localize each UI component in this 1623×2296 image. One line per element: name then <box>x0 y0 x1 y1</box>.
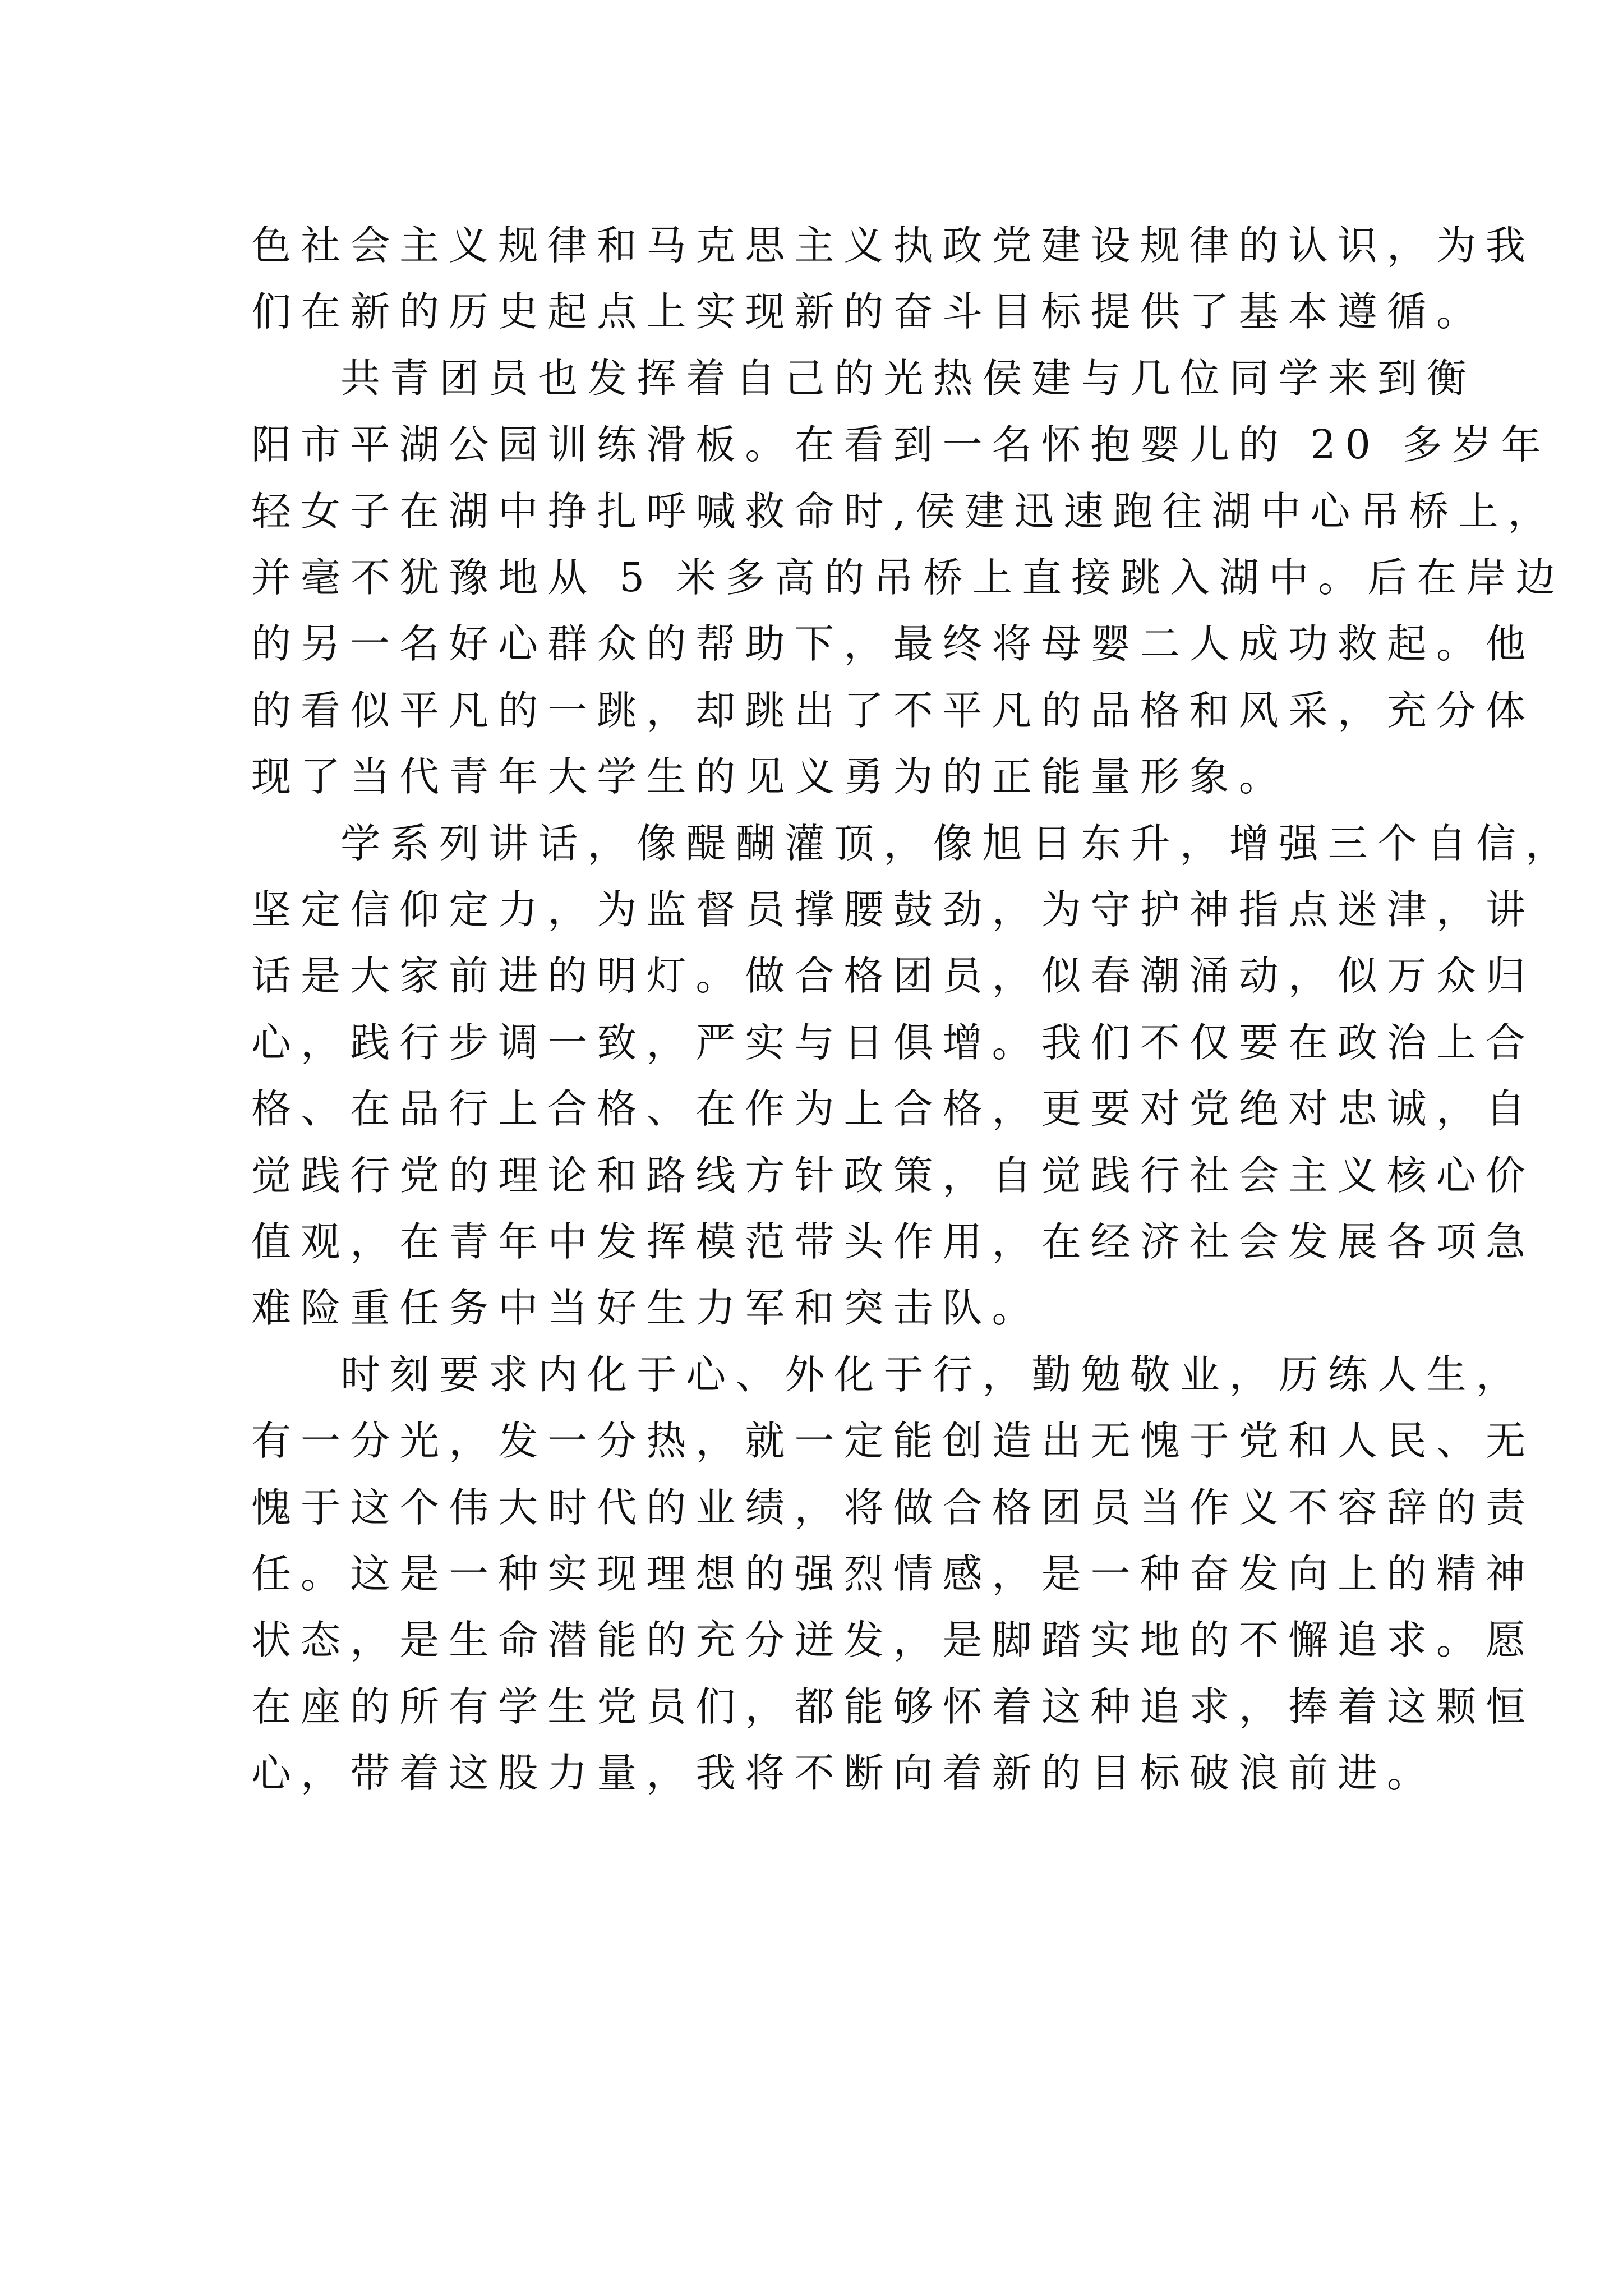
paragraph-3-line-5: 格、在品行上合格、在作为上合格，更要对党绝对忠诚，自 <box>251 1085 1536 1132</box>
paragraph-3-line-4: 心，践行步调一致，严实与日俱增。我们不仅要在政治上合 <box>251 1019 1536 1066</box>
paragraph-3-line-8: 难险重任务中当好生力军和突击队。 <box>251 1285 1041 1331</box>
paragraph-3-line-3: 话是大家前进的明灯。做合格团员，似春潮涌动，似万众归 <box>251 953 1536 999</box>
paragraph-3-line-7: 值观，在青年中发挥模范带头作用，在经济社会发展各项急 <box>251 1218 1536 1265</box>
paragraph-3-line-6: 觉践行党的理论和路线方针政策，自觉践行社会主义核心价 <box>251 1152 1536 1199</box>
paragraph-4-line-6: 在座的所有学生党员们，都能够怀着这种追求，捧着这颗恒 <box>251 1683 1536 1730</box>
paragraph-3-line-2: 坚定信仰定力，为监督员撑腰鼓劲，为守护神指点迷津，讲 <box>251 886 1536 933</box>
paragraph-2-line-6: 的看似平凡的一跳，却跳出了不平凡的品格和风采，充分体 <box>251 687 1536 734</box>
paragraph-2-line-5: 的另一名好心群众的帮助下，最终将母婴二人成功救起。他 <box>251 620 1536 667</box>
paragraph-2-line-7: 现了当代青年大学生的见义勇为的正能量形象。 <box>251 753 1288 800</box>
paragraph-2-line-2: 阳市平湖公园训练滑板。在看到一名怀抱婴儿的 20 多岁年 <box>251 421 1551 468</box>
paragraph-3-line-1: 学系列讲话，像醍醐灌顶，像旭日东升，增强三个自信， <box>340 820 1575 867</box>
paragraph-2-line-3: 轻女子在湖中挣扎呼喊救命时,侯建迅速跑往湖中心吊桥上， <box>251 488 1557 535</box>
paragraph-4-line-1: 时刻要求内化于心、外化于行，勤勉敬业，历练人生， <box>340 1351 1525 1398</box>
paragraph-4-line-4: 任。这是一种实现理想的强烈情感，是一种奋发向上的精神 <box>251 1550 1536 1597</box>
paragraph-1-line-2: 们在新的历史起点上实现新的奋斗目标提供了基本遵循。 <box>251 288 1486 335</box>
paragraph-4-line-5: 状态，是生命潜能的充分迸发，是脚踏实地的不懈追求。愿 <box>251 1617 1536 1663</box>
paragraph-4-line-7: 心，带着这股力量，我将不断向着新的目标破浪前进。 <box>251 1750 1436 1796</box>
paragraph-4-line-3: 愧于这个伟大时代的业绩，将做合格团员当作义不容辞的责 <box>251 1484 1536 1531</box>
paragraph-4-line-2: 有一分光，发一分热，就一定能创造出无愧于党和人民、无 <box>251 1418 1536 1464</box>
paragraph-2-line-1: 共青团员也发挥着自己的光热侯建与几位同学来到衡 <box>340 355 1476 402</box>
paragraph-2-line-4: 并毫不犹豫地从 5 米多高的吊桥上直接跳入湖中。后在岸边 <box>251 554 1565 601</box>
paragraph-1-line-1: 色社会主义规律和马克思主义执政党建设规律的认识，为我 <box>251 222 1536 269</box>
